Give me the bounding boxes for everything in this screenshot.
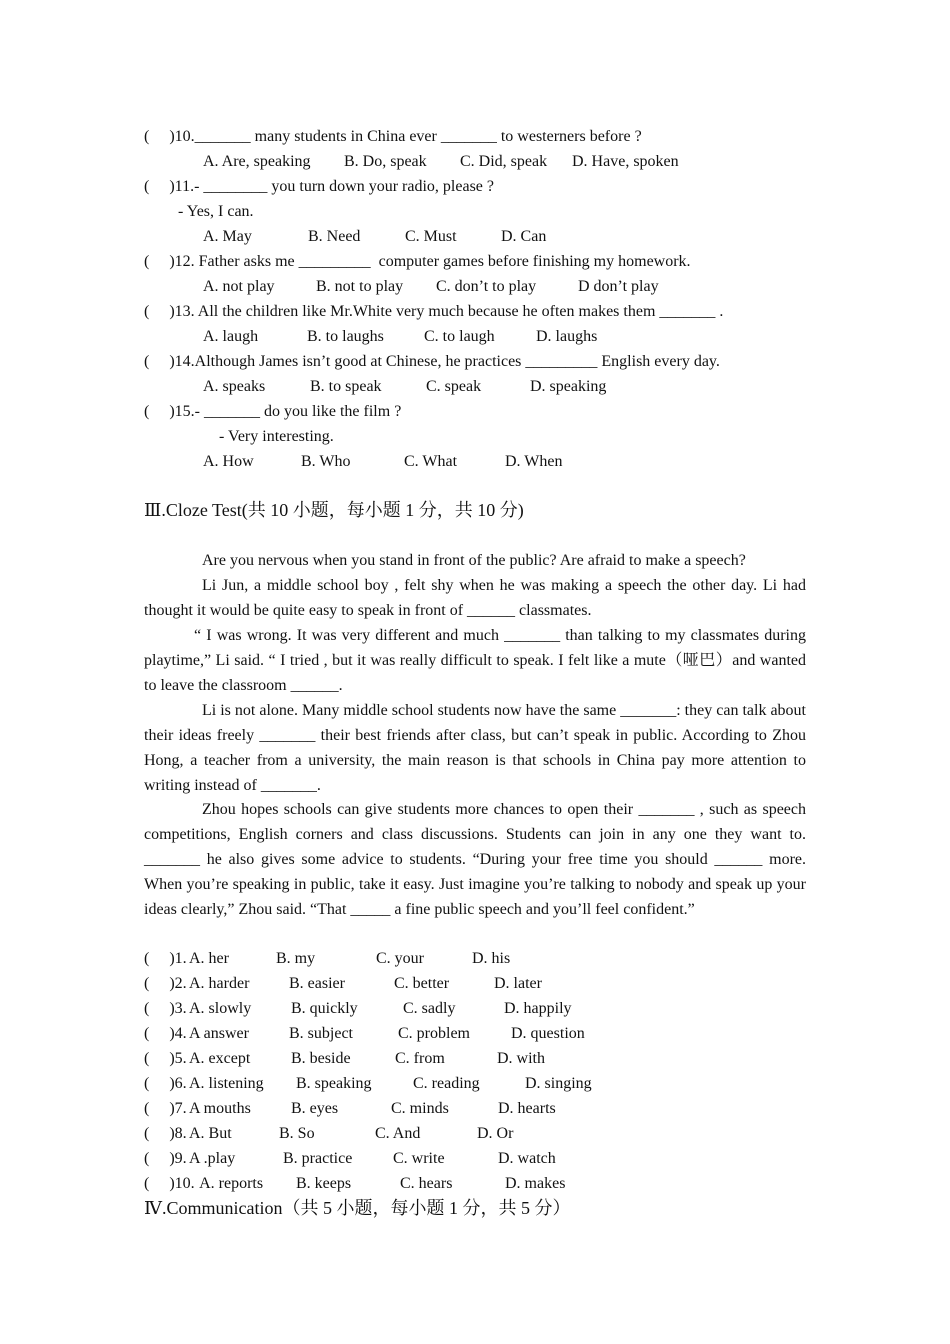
option-a: A. speaks xyxy=(203,378,266,395)
question-number: ( )5. xyxy=(144,1050,187,1067)
option-c: C. write xyxy=(393,1150,445,1167)
option-d: D. speaking xyxy=(530,378,607,395)
option-b: B. to laughs xyxy=(307,328,384,345)
cloze-question-6 xyxy=(144,1074,187,1094)
question-number: ( )7. xyxy=(144,1100,187,1117)
option-c: C. speak xyxy=(426,378,482,395)
question-number: ( )4. xyxy=(144,1025,187,1042)
cloze-paragraph-2 xyxy=(144,573,806,623)
cloze-question-3 xyxy=(144,999,187,1019)
option-a: A. Are, speaking xyxy=(203,153,311,170)
option-a: A. listening xyxy=(189,1075,264,1092)
option-b: B. speaking xyxy=(296,1075,372,1092)
cloze-question-7 xyxy=(144,1099,187,1119)
cloze-question-10 xyxy=(144,1174,195,1194)
option-b: B. my xyxy=(276,950,316,967)
option-d: D don’t play xyxy=(578,278,659,295)
option-b: B. quickly xyxy=(291,1000,358,1017)
option-a: A .play xyxy=(189,1150,236,1167)
question-number: ( )8. xyxy=(144,1125,187,1142)
cloze-question-1 xyxy=(144,949,187,969)
option-a: A. slowly xyxy=(189,1000,252,1017)
option-c: C. don’t to play xyxy=(436,278,537,295)
option-b: B. Who xyxy=(301,453,351,470)
option-d: D. Have, spoken xyxy=(572,153,679,170)
option-c: C. problem xyxy=(398,1025,470,1042)
option-a: A. not play xyxy=(203,278,275,295)
cloze-question-9 xyxy=(144,1149,187,1169)
option-b: B. Do, speak xyxy=(344,153,427,170)
cloze-paragraph-4 xyxy=(144,698,806,798)
cloze-question-2 xyxy=(144,974,187,994)
question-number: ( )3. xyxy=(144,1000,187,1017)
option-d: D. his xyxy=(472,950,511,967)
option-b: B. not to play xyxy=(316,278,404,295)
question-15-stem: ( )15.- _______ do you like the film ? xyxy=(144,403,402,420)
option-d: D. with xyxy=(497,1050,545,1067)
option-c: C. hears xyxy=(400,1175,453,1192)
question-number: ( )1. xyxy=(144,950,187,967)
cloze-question-4 xyxy=(144,1024,187,1044)
option-a: A. May xyxy=(203,228,252,245)
option-b: B. practice xyxy=(283,1150,353,1167)
cloze-paragraph-3 xyxy=(144,623,806,698)
option-c: C. sadly xyxy=(403,1000,456,1017)
option-a: A mouths xyxy=(189,1100,251,1117)
option-a: A. How xyxy=(203,453,254,470)
question-11-stem: ( )11.- ________ you turn down your radio, please ? xyxy=(144,178,494,195)
paragraph-text: Are you nervous when you stand in front of the public? Are afraid to make a speech? xyxy=(202,552,746,569)
option-c: C. And xyxy=(375,1125,421,1142)
cloze-paragraph-1 xyxy=(144,548,806,573)
option-b: B. easier xyxy=(289,975,345,992)
option-a: A. laugh xyxy=(203,328,259,345)
question-14-stem: ( )14.Although James isn’t good at Chinese, he practices _________ English every day. xyxy=(144,353,720,370)
question-10-stem: ( )10._______ many students in China ever _______ to westerners before ? xyxy=(144,128,642,145)
paragraph-text: “ I was wrong. It was very different and much _______ than talking to my classmates during playtime,” Li said. “ I tried , but it was really difficult to speak. I felt like a mute（哑巴）and wanted to leave the classroom ______. xyxy=(144,627,806,694)
option-c: C. minds xyxy=(391,1100,449,1117)
cloze-paragraph-5 xyxy=(144,797,806,922)
question-11-reply: - Yes, I can. xyxy=(178,203,254,220)
question-13-stem: ( )13. All the children like Mr.White very much because he often makes them _______ . xyxy=(144,303,724,320)
option-c: C. from xyxy=(395,1050,445,1067)
option-d: D. When xyxy=(505,453,563,470)
option-d: D. later xyxy=(494,975,542,992)
option-c: C. What xyxy=(404,453,458,470)
option-c: C. your xyxy=(376,950,424,967)
option-b: B. Need xyxy=(308,228,361,245)
question-15-reply: - Very interesting. xyxy=(219,428,334,445)
section-heading-cloze: Ⅲ.Cloze Test(共 10 小题，每小题 1 分，共 10 分) xyxy=(144,500,524,520)
option-d: D. makes xyxy=(505,1175,566,1192)
option-c: C. Must xyxy=(405,228,457,245)
option-c: C. reading xyxy=(413,1075,480,1092)
paragraph-text: Li is not alone. Many middle school students now have the same _______: they can talk about their ideas freely _______ their best friends after class, but can’t speak in public. According to Zhou Hong, a teacher from a university, the main reason is that schools in China pay more attention to writing instead of _______. xyxy=(144,702,806,794)
option-d: D. question xyxy=(511,1025,585,1042)
cloze-question-5 xyxy=(144,1049,187,1069)
option-d: D. singing xyxy=(525,1075,592,1092)
option-b: B. So xyxy=(279,1125,315,1142)
question-number: ( )6. xyxy=(144,1075,187,1092)
paragraph-text: Li Jun, a middle school boy , felt shy when he was making a speech the other day. Li had thought it would be quite easy to speak in front of ______ classmates. xyxy=(144,577,806,619)
option-c: C. better xyxy=(394,975,450,992)
section-heading-communication: Ⅳ.Communication（共 5 小题，每小题 1 分，共 5 分） xyxy=(144,1198,571,1218)
option-d: D. happily xyxy=(504,1000,572,1017)
option-d: D. Or xyxy=(477,1125,514,1142)
option-c: C. Did, speak xyxy=(460,153,548,170)
option-a: A. except xyxy=(189,1050,251,1067)
question-number: ( )2. xyxy=(144,975,187,992)
option-a: A. her xyxy=(189,950,229,967)
option-b: B. subject xyxy=(289,1025,353,1042)
question-number: ( )10. xyxy=(144,1175,195,1192)
option-a: A. But xyxy=(189,1125,232,1142)
option-c: C. to laugh xyxy=(424,328,495,345)
question-12-stem: ( )12. Father asks me _________ computer games before finishing my homework. xyxy=(144,253,691,270)
cloze-question-8 xyxy=(144,1124,187,1144)
option-d: D. watch xyxy=(498,1150,556,1167)
option-d: D. hearts xyxy=(498,1100,556,1117)
option-b: B. keeps xyxy=(296,1175,352,1192)
option-b: B. beside xyxy=(291,1050,351,1067)
option-d: D. laughs xyxy=(536,328,598,345)
question-number: ( )9. xyxy=(144,1150,187,1167)
option-a: A. harder xyxy=(189,975,250,992)
paragraph-text: Zhou hopes schools can give students more chances to open their _______ , such as speech competitions, English corners and class discussions. Students can join in any one they want to. _______ he also gives some advice to students. “During your free time you should ______ more. When you’re speaking in public, take it easy. Just imagine you’re talking to nobody and speak up your ideas clearly,” Zhou said. “That _____ a fine public speech and you’ll feel confident.” xyxy=(144,801,806,918)
option-a: A answer xyxy=(189,1025,249,1042)
option-a: A. reports xyxy=(196,1175,264,1192)
option-b: B. to speak xyxy=(310,378,382,395)
option-d: D. Can xyxy=(501,228,547,245)
option-b: B. eyes xyxy=(291,1100,339,1117)
